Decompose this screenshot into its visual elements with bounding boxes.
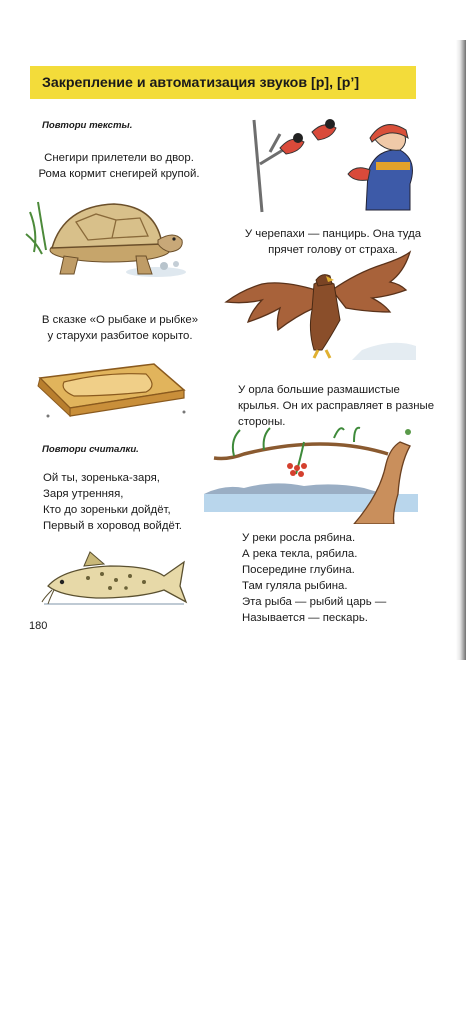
instruction-repeat-rhymes: Повтори считалки. (42, 444, 139, 455)
bullfinches-child-illustration (250, 112, 420, 214)
text-fairytale-trough: В сказке «О рыбаке и рыбке» у старухи разбитое корыто. (41, 314, 199, 342)
instruction-repeat-texts: Повтори тексты. (42, 120, 133, 131)
book-spine (456, 40, 466, 660)
counting-rhyme-rowan: У реки росла рябина. А река текла, рябила. Посередине глубина. Там гуляла рыбина. Эта рыба — рыбий царь — Называется — пескарь. (242, 532, 387, 624)
eagle-illustration (222, 250, 416, 362)
trough-illustration (34, 356, 190, 422)
section-title: Закрепление и автоматизация звуков [р], [р’] (42, 74, 360, 91)
section-header (30, 66, 416, 99)
text-turtle-shell: У черепахи — панцирь. Она туда прячет голову от страха. (244, 228, 422, 256)
text-bullfinches: Снегири прилетели во двор. Рома кормит снегирей крупой. (38, 152, 200, 180)
text-eagle-wings: У орла большие размашистые крылья. Он их расправляет в разные стороны. (238, 384, 435, 428)
turtle-illustration (24, 192, 196, 284)
fish-illustration (40, 540, 190, 614)
counting-rhyme-dawn: Ой ты, зоренька-заря, Заря утренняя, Кто до зореньки дойдёт, Первый в хоровод войдёт. (43, 472, 182, 532)
rowan-river-illustration (204, 424, 418, 524)
page-number: 180 (29, 620, 48, 632)
